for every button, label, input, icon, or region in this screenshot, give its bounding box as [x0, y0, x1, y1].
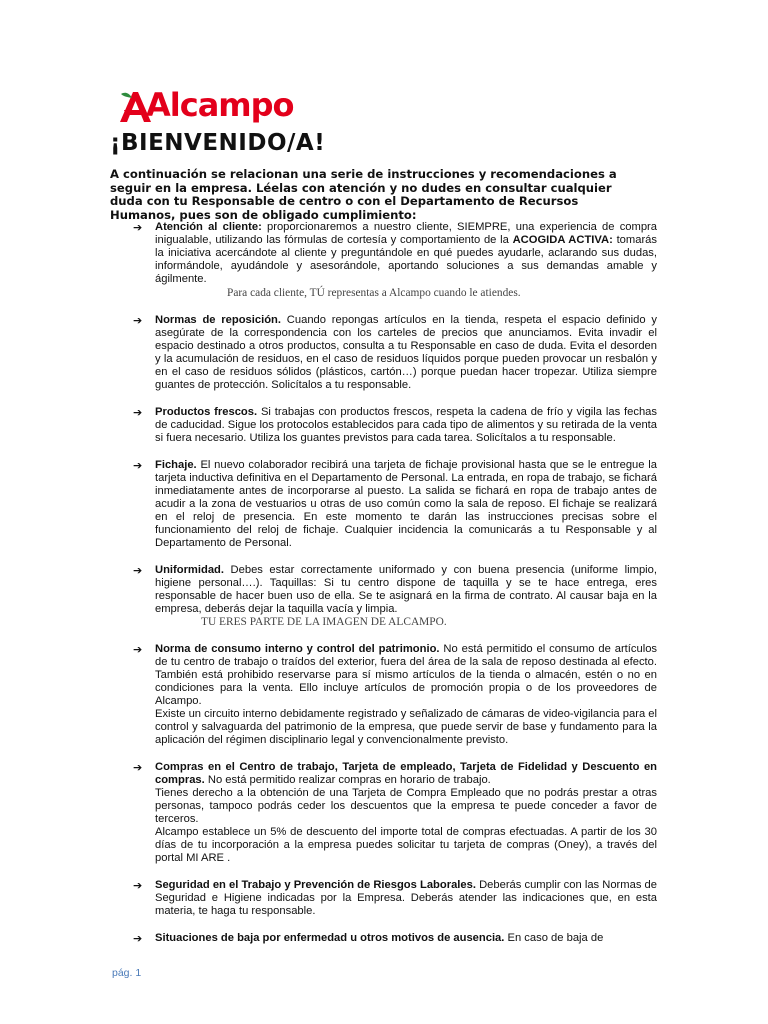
item-text: El nuevo colaborador recibirá una tarjeta de fichaje provisional hasta que se le entregue la tarjeta inductiva definitiva en el Departamento de Personal. La entrada, en ropa de trabajo, se fichará inmediatamente antes de incorporarse al puesto. La salida se fichará en ropa de trabajo antes de acudir a la zona de vestuarios u otras de uso común como la sala de reposo. El fichaje se realizará en el reloj de presencia. En este momento te darán las instrucciones precisas sobre el funcionamiento del reloj de fichaje. Cualquier incidencia la comunicarás a tu Responsable y al Departamento de Personal. — [155, 459, 657, 549]
item-text: En caso de baja de — [504, 932, 604, 944]
item-text: No está permitido el consumo de artículos de tu centro de trabajo o traídos del exterior, fuera del área de la sala de reposo destinada al efecto. También está prohibido reservarse para sí mismo artículos de la tienda o almacén, estén o no en condiciones para la venta. Ello incluye artículos de promoción propia o de los proveedores de Alcampo. — [155, 643, 658, 707]
item-title: Productos frescos. — [155, 406, 258, 418]
item-emphasis: ACOGIDA ACTIVA: — [512, 234, 613, 246]
list-item-consumo-interno — [133, 643, 657, 747]
page-number: pág. 1 — [112, 967, 142, 979]
item-text: Si trabajas con productos frescos, respeta la cadena de frío y vigila las fechas de caducidad. Sigue los protocolos establecidos para cada tipo de alimentos y su retirada de la venta si fuera necesario. Utiliza los guantes previstos para cada tarea. Solicítalos a tu responsable. — [155, 406, 657, 444]
list-item-bajas — [133, 932, 657, 945]
arrow-bullet-icon: ➔ — [133, 314, 143, 327]
item-title: Norma de consumo interno y control del patrimonio. — [155, 643, 440, 655]
item-title: Fichaje. — [155, 459, 197, 471]
item-text: proporcionaremos a nuestro cliente, SIEMPRE, una experiencia de compra inigualable, utilizando las fórmulas de cortesía y comportamiento de la — [155, 221, 657, 246]
item-title: Compras en el Centro de trabajo, Tarjeta de empleado, Tarjeta de Fidelidad y Descuento en compras. — [155, 761, 657, 786]
item-text: Deberás cumplir con las Normas de Seguridad e Higiene indicadas por la Empresa. Deberás atender las indicaciones que, en esta materia, te haga tu responsable. — [155, 879, 657, 917]
item-text: Debes estar correctamente uniformado y con buena presencia (uniforme limpio, higiene personal….). Taquillas: Si tu centro dispone de taquilla y se te hace entrega, eres responsable de hacer buen uso de ella. Se te asignará en la firma de contrato. Al causar baja en la empresa, deberás dejar la taquilla vacía y limpia. — [155, 564, 657, 615]
item-text-paragraph: Alcampo establece un 5% de descuento del importe total de compras efectuadas. A partir de los 30 días de tu incorporación a la empresa puedes solicitar tu tarjeta de compras (Oney), a través del portal MI ARE . — [155, 826, 657, 864]
item-title: Uniformidad. — [155, 564, 224, 576]
item-note: TU ERES PARTE DE LA IMAGEN DE ALCAMPO. — [201, 616, 447, 628]
list-item-reposicion — [133, 314, 657, 392]
list-item-seguridad — [133, 879, 657, 918]
item-text: No está permitido realizar compras en horario de trabajo. — [204, 774, 491, 786]
arrow-bullet-icon: ➔ — [133, 564, 143, 577]
list-item-atencion-cliente — [133, 221, 657, 300]
arrow-bullet-icon: ➔ — [133, 932, 143, 945]
intro-paragraph: A continuación se relacionan una serie de instrucciones y recomendaciones a seguir en la empresa. Léelas con atención y no dudes en consultar cualquier duda con tu Responsable de centro o con el Departamento de Recursos Humanos, pues son de obligado cumplimiento: — [110, 167, 617, 222]
item-note: Para cada cliente, TÚ representas a Alcampo cuando le atiendes. — [227, 287, 521, 299]
list-item-compras — [133, 761, 657, 865]
item-text: tomarás la iniciativa acercándote al cliente y preguntándole en qué puedes ayudarle, aclarando sus dudas, informándole, ayudándole y asesorándole, aportando soluciones a sus demandas amable y ágilmente. — [155, 234, 657, 285]
arrow-bullet-icon: ➔ — [133, 459, 143, 472]
alcampo-logo — [118, 86, 294, 128]
list-item-uniformidad — [133, 564, 657, 629]
item-title: Situaciones de baja por enfermedad u otros motivos de ausencia. — [155, 932, 505, 944]
instructions-list — [133, 221, 657, 959]
list-item-frescos — [133, 406, 657, 445]
item-text-paragraph: Existe un circuito interno debidamente registrado y señalizado de cámaras de video-vigilancia para el control y salvaguarda del patrimonio de la empresa, que puede servir de base y fundamento para la aplicación del régimen disciplinario legal y convencionalmente previsto. — [155, 708, 657, 746]
list-item-fichaje — [133, 459, 657, 550]
arrow-bullet-icon: ➔ — [133, 406, 143, 419]
logo-text: Alcampo — [146, 86, 294, 124]
item-title: Seguridad en el Trabajo y Prevención de Riesgos Laborales. — [155, 879, 476, 891]
item-title: Normas de reposición. — [155, 314, 281, 326]
arrow-bullet-icon: ➔ — [133, 879, 143, 892]
item-title: Atención al cliente: — [155, 221, 262, 233]
arrow-bullet-icon: ➔ — [133, 761, 143, 774]
item-text: Cuando repongas artículos en la tienda, respeta el espacio definido y asegúrate de la correspondencia con los carteles de precios que anunciamos. Evita invadir el espacio destinado a otros productos, consulta a tu Responsable en caso de duda. Evita el desorden y la acumulación de residuos, en el caso de residuos líquidos porque pueden provocar un resbalón y en el caso de residuos sólidos (plásticos, cartón…) porque puedan hacer tropezar. Utiliza siempre guantes de protección. Solicítalos a tu responsable. — [155, 314, 657, 391]
arrow-bullet-icon: ➔ — [133, 643, 143, 656]
page-title: ¡BIENVENIDO/A! — [110, 130, 326, 156]
item-text-paragraph: Tienes derecho a la obtención de una Tarjeta de Compra Empleado que no podrás prestar a otras personas, tampoco podrás ceder los descuentos que la empresa te puede conceder a favor de terceros. — [155, 787, 657, 825]
arrow-bullet-icon: ➔ — [133, 221, 143, 234]
